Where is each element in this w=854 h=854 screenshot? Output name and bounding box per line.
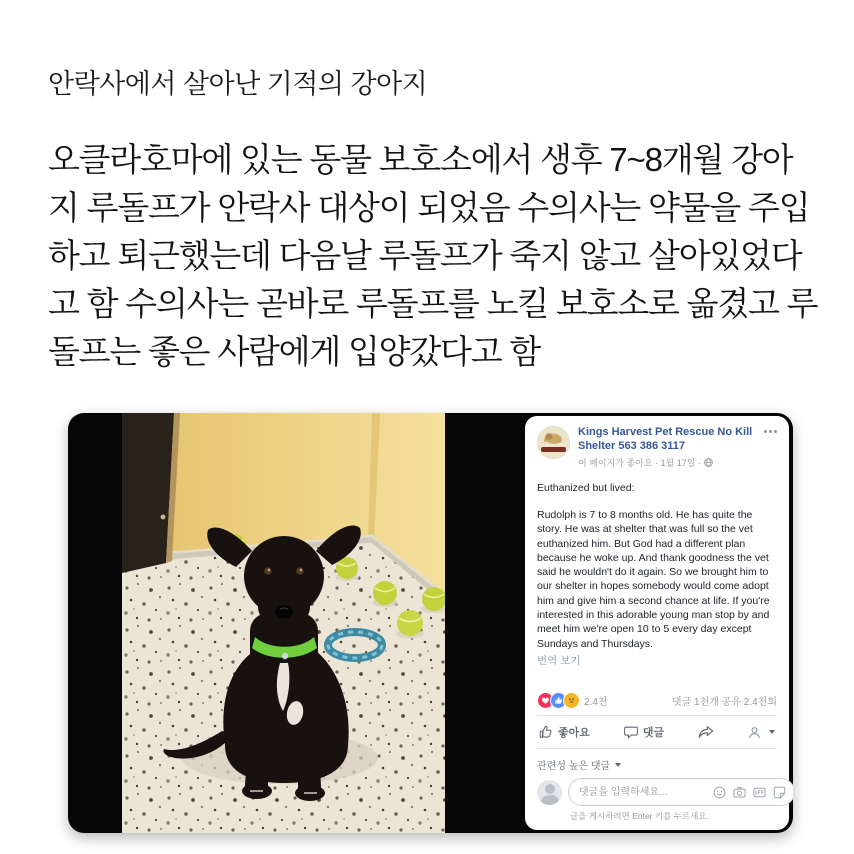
comment-composer <box>537 778 777 806</box>
divider <box>537 715 777 716</box>
globe-icon <box>704 458 713 467</box>
like-button[interactable]: 좋아요 <box>539 724 590 740</box>
post-body-line: 고 함 수의사는 곧바로 루돌프를 노킬 보호소로 옮겼고 루 <box>48 285 818 322</box>
more-options-button[interactable] <box>758 426 777 437</box>
comments-sort-dropdown[interactable]: 관련성 높은 댓글 <box>537 751 777 778</box>
comment-input-wrap[interactable] <box>568 778 793 806</box>
enter-to-post-hint: 글을 게시하려면 Enter 키를 누르세요. <box>570 811 709 821</box>
door <box>122 413 174 573</box>
comments-shares-count[interactable]: 댓글 1천개 공유 2.4천회 <box>671 697 777 708</box>
see-translation-link[interactable]: 번역 보기 <box>537 654 581 667</box>
post-body-text: Rudolph is 7 to 8 months old. He has quite the story. He was at shelter that was full so the vet euthanized him. But God had a different plan because he woke up. And thank goodness the vet said he wouldn't do it again. So we brought him to our shelter in hopes somebody would come adopt him and give him a second chance at life. If you're interested in this adorable young man stop by and meet him we're open 10 to 5 every day except Sundays and Thursdays. <box>537 509 770 650</box>
thumbs-up-icon <box>539 725 553 739</box>
reaction-summary-row <box>537 690 777 713</box>
reaction-count[interactable]: 2.4천 <box>584 697 608 708</box>
gif-icon[interactable] <box>753 786 766 799</box>
share-button[interactable] <box>698 725 714 739</box>
emoji-icon[interactable] <box>713 786 726 799</box>
sad-reaction-icon <box>563 692 580 709</box>
page-avatar[interactable] <box>537 426 570 459</box>
comment-bubble-icon <box>624 725 638 739</box>
sticker-icon[interactable] <box>773 786 786 799</box>
page-name-link[interactable]: Kings Harvest Pet Rescue No Kill Shelter 563 386 3117 <box>578 426 753 452</box>
post-body-line: 지 루돌프가 안락사 대상이 되었음 수의사는 약물을 주입 <box>48 189 810 226</box>
action-buttons-row <box>537 718 777 746</box>
post-meta-text: 이 페이지가 좋아요 · 1월 17일 · <box>578 458 701 468</box>
share-arrow-icon <box>698 725 714 739</box>
embedded-screenshot-card <box>68 413 793 833</box>
post-body-line: 오클라호마에 있는 동물 보호소에서 생후 7~8개월 강아 <box>48 141 793 178</box>
comment-button[interactable]: 댓글 <box>624 724 664 740</box>
dog-photo <box>122 413 445 833</box>
facebook-post <box>525 416 789 830</box>
camera-icon[interactable] <box>733 786 746 799</box>
viewer-avatar <box>537 780 562 805</box>
post-body-line: 돌프는 좋은 사람에게 입양갔다고 함 <box>48 333 541 370</box>
identity-selector[interactable] <box>748 726 775 739</box>
chevron-down-icon <box>769 730 775 734</box>
page-title: 안락사에서 살아난 기적의 강아지 <box>48 69 428 100</box>
post-body-text <box>48 136 828 376</box>
comment-input[interactable] <box>577 786 713 799</box>
person-icon <box>748 726 761 739</box>
facebook-post-header <box>537 426 777 469</box>
post-body-line: 하고 퇴근했는데 다음날 루돌프가 죽지 않고 살아있었다 <box>48 237 802 274</box>
divider <box>537 748 777 749</box>
post-meta <box>578 456 758 469</box>
chevron-down-icon <box>615 763 621 767</box>
post-intro-text: Euthanized but lived: <box>537 482 635 494</box>
reaction-icons[interactable] <box>537 692 580 709</box>
